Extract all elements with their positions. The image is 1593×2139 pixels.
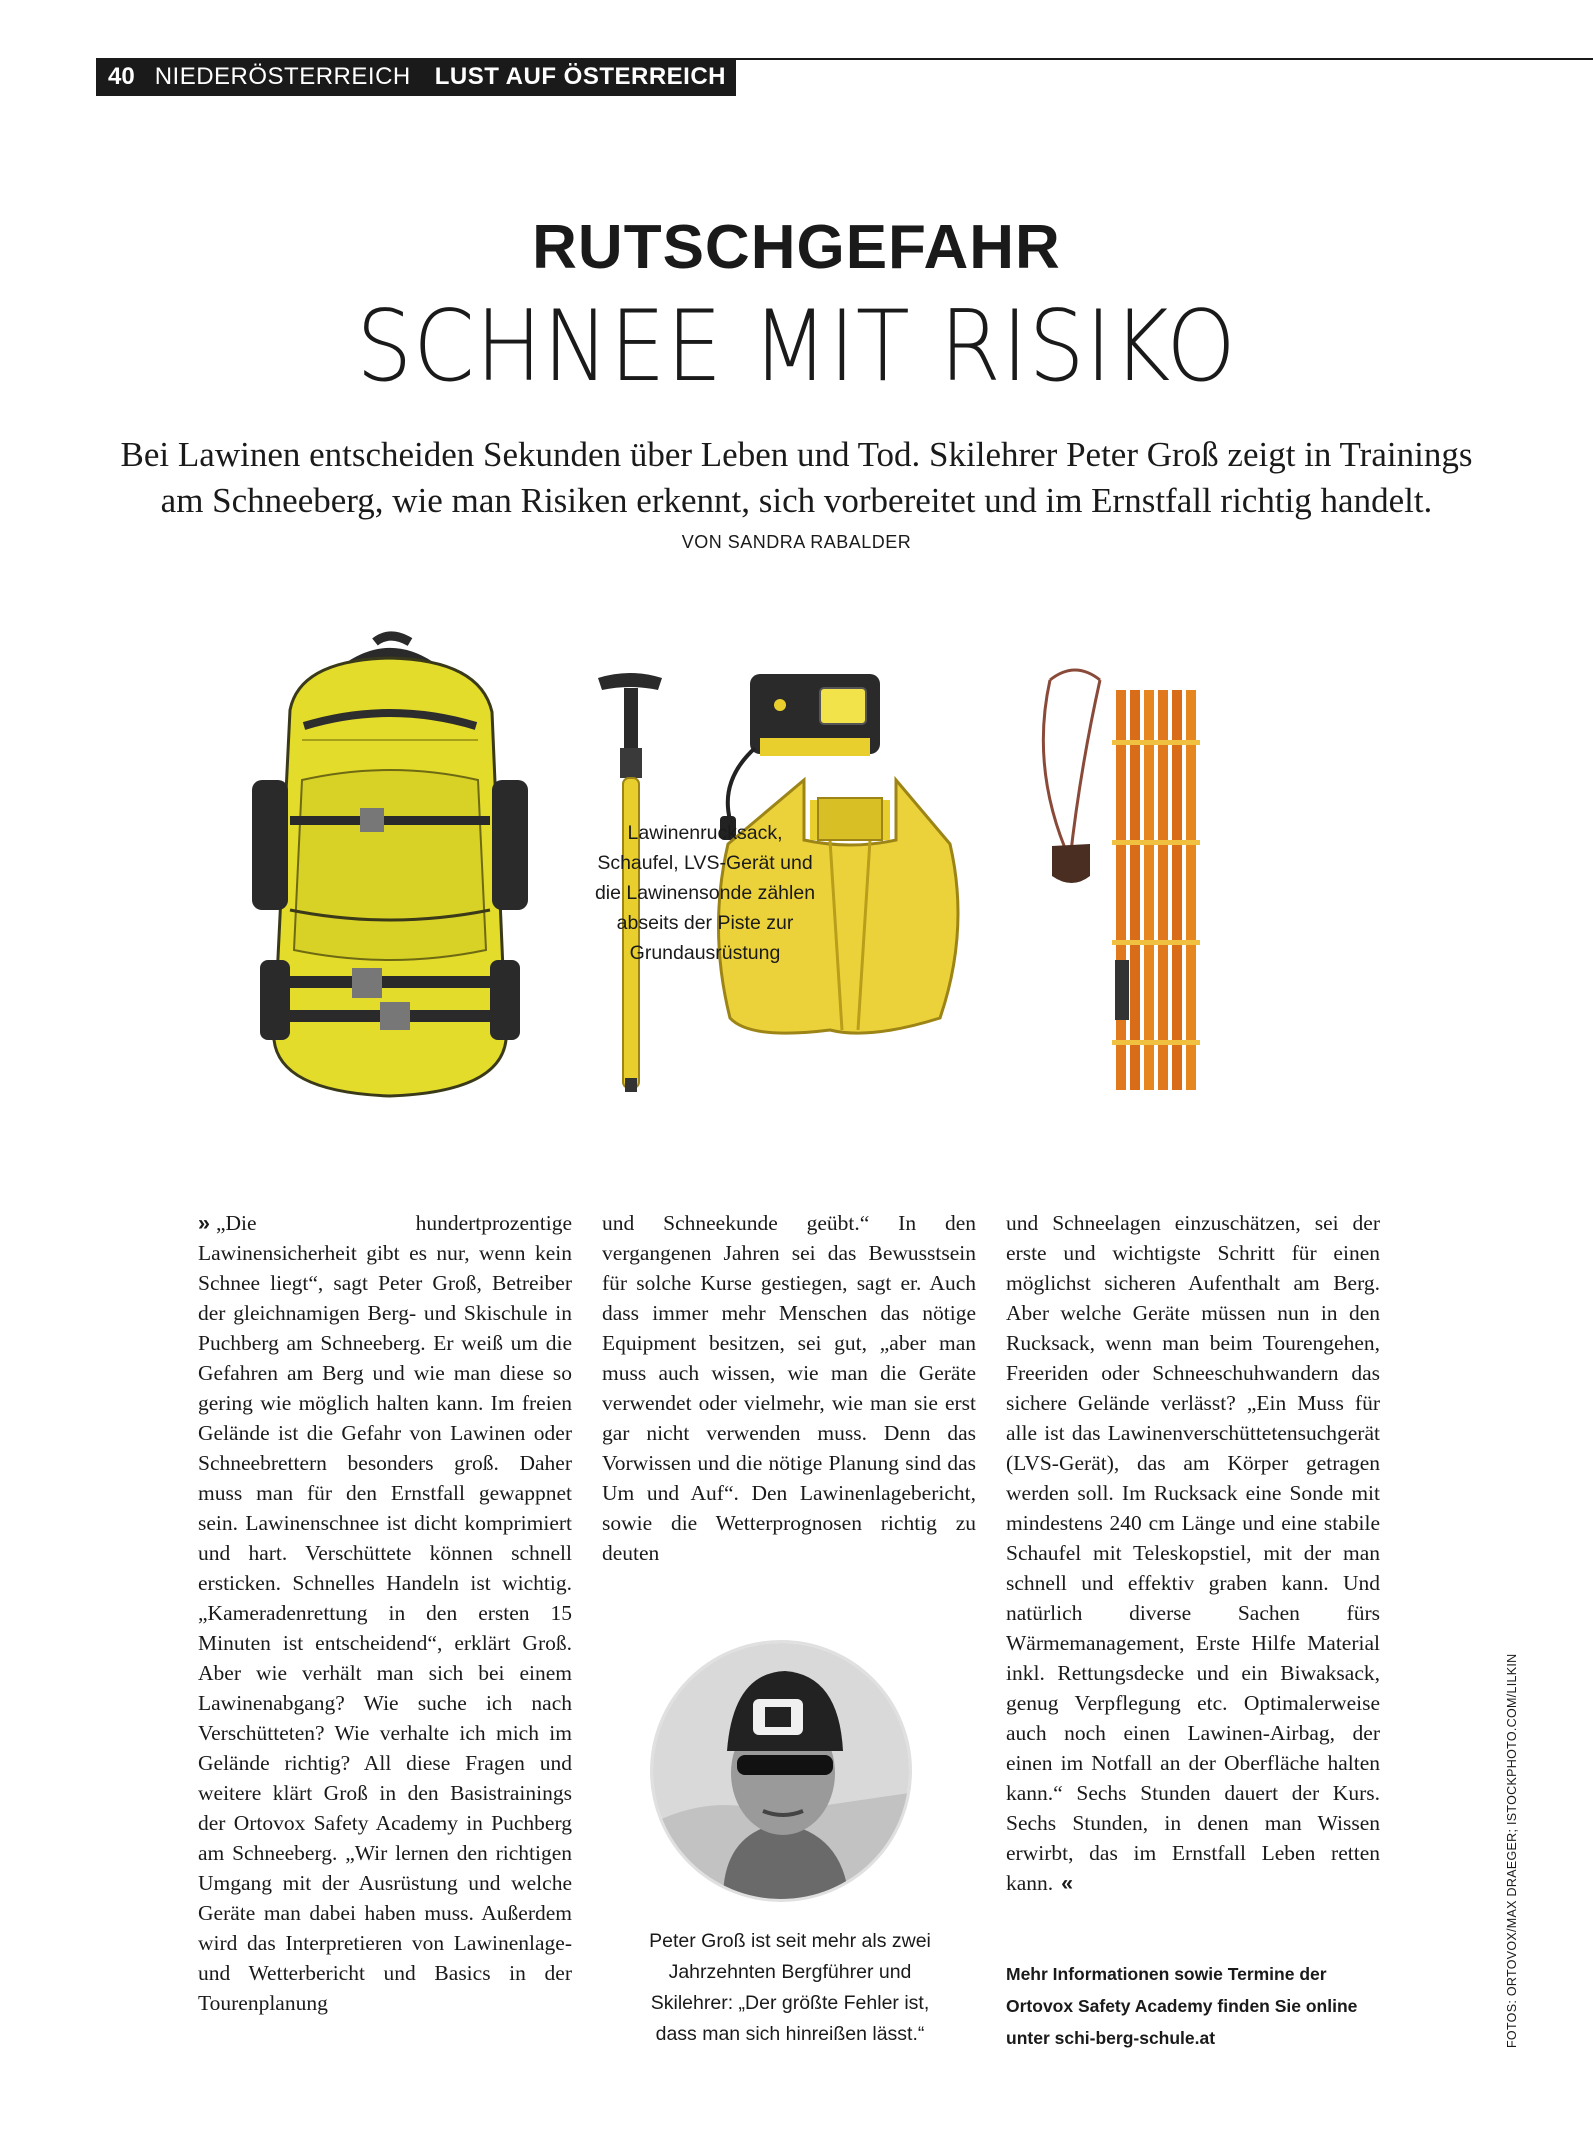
lead-line-2: am Schneeberg, wie man Risiken erkennt, sich vorbereitet und im Ernstfall richtig handelt.: [160, 481, 1433, 520]
portrait-caption-line-4: dass man sich hinreißen lässt.“: [655, 2023, 925, 2045]
page-number: 40: [108, 63, 135, 90]
portrait-caption-line-1: Peter Groß ist seit mehr als zwei: [649, 1930, 931, 1952]
body-column-1: [198, 1208, 572, 2018]
closing-quote-mark: «: [1061, 1871, 1074, 1895]
section-label: LUST AUF ÖSTERREICH: [434, 63, 727, 90]
portrait-caption-line-2: Jahrzehnten Bergführer und: [668, 1961, 912, 1983]
info-box: [1006, 1958, 1386, 2054]
info-line-3: unter schi-berg-schule.at: [1006, 2028, 1216, 2048]
region-label: NIEDERÖSTERREICH: [154, 63, 411, 90]
photo-credit: FOTOS: ORTOVOX/MAX DRAEGER; ISTOCKPHOTO.COM/LILKIN: [1505, 1653, 1519, 2048]
body-text-2: und Schneekunde geübt.“ In den vergangenen Jahren sei das Bewusstsein für solche Kurse gestiegen, sagt er. Auch dass immer mehr Menschen das nötige Equipment besitzen, sei gut, „aber man muss auch wissen, wie man die Geräte verwendet oder vielmehr, wie man sie erst gar nicht verwenden muss. Denn das Vorwissen und die nötige Planung sind das Um und Auf“. Den Lawinenlagebericht, sowie die Wetterprognosen richtig zu deuten: [602, 1211, 976, 1565]
body-column-2: [602, 1208, 976, 1568]
lead-line-1: Bei Lawinen entscheiden Sekunden über Leben und Tod. Skilehrer Peter Groß zeigt in Trainings: [120, 435, 1473, 474]
equipment-caption: Lawinenrucksack, Schaufel, LVS-Gerät und die Lawinensonde zählen abseits der Piste zur Grundausrüstung: [594, 822, 816, 964]
opening-quote-mark: »: [198, 1211, 210, 1235]
byline: VON SANDRA RABALDER: [681, 532, 912, 552]
info-line-2: Ortovox Safety Academy finden Sie online: [1006, 1996, 1358, 2016]
article-kicker: RUTSCHGEFAHR: [532, 213, 1061, 282]
portrait-photo: [650, 1640, 912, 1902]
body-column-3: [1006, 1208, 1380, 1898]
backpack-image: [252, 636, 528, 1096]
article-lead: [100, 432, 1493, 524]
body-text-3: und Schneelagen einzuschätzen, sei der erste und wichtigste Schritt für einen möglichst sicheren Aufenthalt am Berg. Aber welche Geräte müssen nun in den Rucksack, wenn man beim Tourengehen, Freeriden oder Schneeschuhwandern das sichere Gelände verlässt? „Ein Muss für alle ist das Lawinenverschüttetensuchgerät (LVS-Gerät), das am Körper getragen werden soll. Im Rucksack eine Sonde mit mindestens 240 cm Länge und eine stabile Schaufel mit Teleskopstiel, mit der man schnell und effektiv graben kann. Und natürlich diverse Sachen fürs Wärmemanagement, Erste Hilfe Material inkl. Rettungsdecke und ein Biwaksack, genug Verpflegung etc. Optimalerweise auch noch einen Lawinen-Airbag, der einen im Notfall an der Oberfläche halten kann.“ Sechs Stunden dauert der Kurs. Sechs Stunden, in denen man Wissen erwirbt, das im Ernstfall Leben retten kann.: [1006, 1211, 1380, 1895]
article-title: SCHNEE MIT RISIKO: [356, 290, 1237, 404]
probe-cord-image: [1043, 670, 1100, 883]
info-line-1: Mehr Informationen sowie Termine der: [1006, 1964, 1327, 1984]
body-text-1: „Die hundertprozentige Lawinensicherheit gibt es nur, wenn kein Schnee liegt“, sagt Peter Groß, Betreiber der gleichnamigen Berg- und Skischule in Puchberg am Schneeberg. Er weiß um die Gefahren am Berg und wie man diese so gering wie möglich halten kann. Im freien Gelände ist die Gefahr von Lawinen oder Schneebrettern besonders groß. Daher muss man für den Ernstfall gewappnet sein. Lawinenschnee ist dicht komprimiert und hart. Verschüttete können schnell ersticken. Schnelles Handeln ist wichtig. „Kameradenrettung in den ersten 15 Minuten ist entscheidend“, erklärt Groß. Aber wie verhält man sich bei einem Lawinenabgang? Wie suche ich nach Verschütteten? Wie verhalte ich mich im Gelände richtig? All diese Fragen und weitere klärt Groß in den Basistrainings der Ortovox Safety Academy in Puchberg am Schneeberg. „Wir lernen den richtigen Umgang mit der Ausrüstung und welche Geräte man dabei haben muss. Außerdem wird das Interpretieren von Lawinenlage- und Wetterbericht und Basics in der Tourenplanung: [198, 1211, 572, 2015]
section-header: [96, 58, 736, 96]
portrait-caption: [610, 1926, 970, 2050]
avalanche-probe-image: [1112, 690, 1200, 1090]
portrait-caption-line-3: Skilehrer: „Der größte Fehler ist,: [650, 1992, 930, 2014]
